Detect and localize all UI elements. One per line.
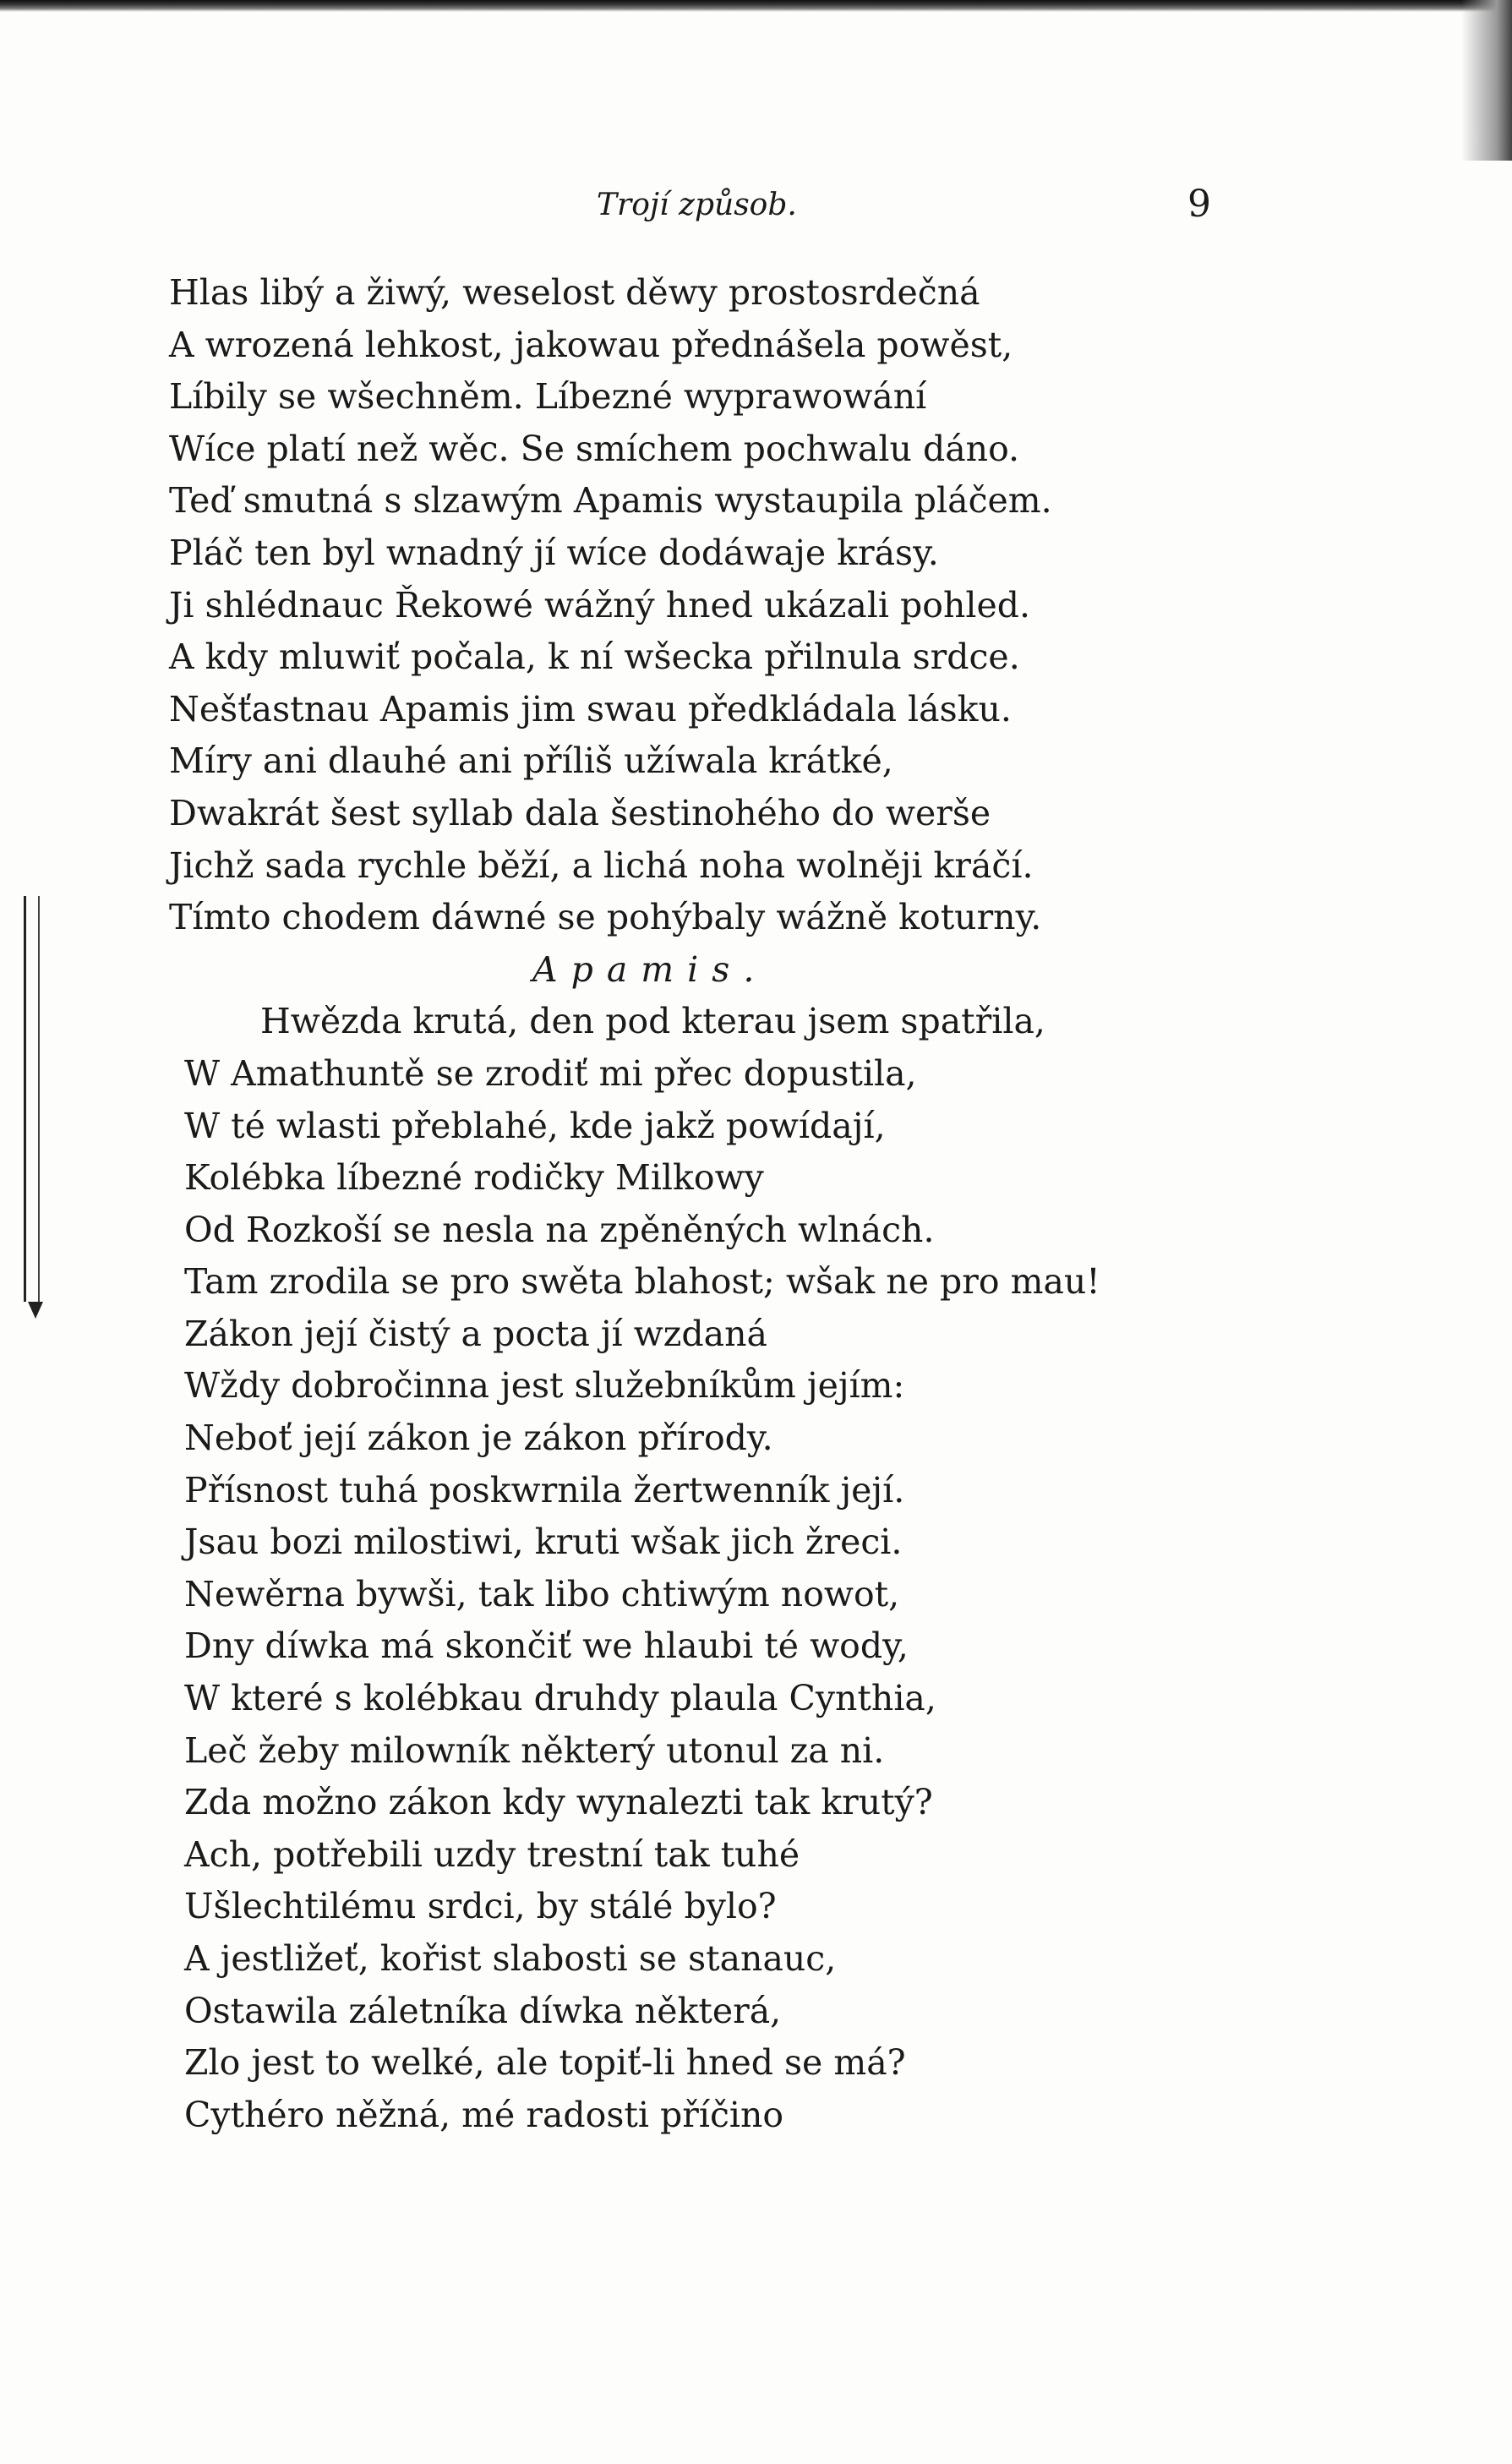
verse-text bbox=[169, 267, 1200, 2141]
verse-line: Hwězda krutá, den pod kterau jsem spatřila, bbox=[260, 1001, 1045, 1042]
running-title: Trojí způsob. bbox=[597, 188, 797, 222]
verse-line: Pláč ten byl wnadný jí wíce dodáwaje krásy. bbox=[169, 532, 939, 573]
verse-line: Ach, potřebili uzdy trestní tak tuhé bbox=[184, 1833, 800, 1875]
verse-line: Wždy dobročinna jest služebníkům jejím: bbox=[184, 1365, 905, 1407]
verse-line: W které s kolébkau druhdy plaula Cynthia, bbox=[184, 1678, 936, 1719]
verse-line: Líbily se wšechněm. Líbezné wyprawowání bbox=[169, 376, 927, 418]
verse-line: Kolébka líbezné rodičky Milkowy bbox=[184, 1157, 764, 1199]
verse-line: A jestližeť, kořist slabosti se stanauc, bbox=[184, 1938, 837, 1979]
scan-corner-shadow bbox=[1461, 0, 1512, 161]
verse-line: W Amathuntě se zrodiť mi přec dopustila, bbox=[184, 1052, 917, 1094]
verse-line: Ostawila záletníka díwka některá, bbox=[184, 1990, 782, 2031]
verse-line: Cythéro něžná, mé radosti příčino bbox=[184, 2094, 784, 2135]
scan-top-edge bbox=[0, 0, 1512, 12]
margin-bracket-mark bbox=[24, 896, 40, 1302]
speaker-heading: Apamis. bbox=[532, 948, 768, 990]
page-number: 9 bbox=[1187, 183, 1211, 226]
verse-line: Wíce platí než wěc. Se smíchem pochwalu dáno. bbox=[169, 428, 1020, 469]
verse-line: Tam zrodila se pro swěta blahost; wšak ne pro mau! bbox=[184, 1261, 1100, 1303]
verse-line: A kdy mluwiť počala, k ní wšecka přilnula srdce. bbox=[169, 636, 1020, 678]
verse-line: Teď smutná s slzawým Apamis wystaupila pláčem. bbox=[169, 480, 1052, 522]
verse-line: Zlo jest to welké, ale topiť-li hned se má? bbox=[184, 2042, 906, 2084]
verse-line: Ji shlédnauc Řekowé wážný hned ukázali pohled. bbox=[169, 584, 1031, 626]
verse-line: Newěrna bywši, tak libo chtiwým nowot, bbox=[184, 1573, 900, 1614]
verse-line: Tímto chodem dáwné se pohýbaly wážně koturny. bbox=[169, 897, 1042, 938]
verse-line: Zákon její čistý a pocta jí wzdaná bbox=[184, 1313, 767, 1354]
verse-line: Od Rozkoší se nesla na zpěněných wlnách. bbox=[184, 1209, 935, 1250]
verse-line: Ušlechtilému srdci, by stálé bylo? bbox=[184, 1886, 777, 1927]
verse-line: Hlas libý a žiwý, weselost děwy prostosrdečná bbox=[169, 272, 980, 313]
verse-line: Zda možno zákon kdy wynalezti tak krutý? bbox=[184, 1782, 933, 1823]
verse-line: Dny díwka má skončiť we hlaubi té wody, bbox=[184, 1625, 909, 1667]
verse-line: Leč žeby milowník některý utonul za ni. bbox=[184, 1729, 885, 1771]
verse-line: Míry ani dlauhé ani příliš užíwala krátké, bbox=[169, 740, 893, 782]
verse-line: Neboť její zákon je zákon přírody. bbox=[184, 1418, 773, 1459]
verse-line: Přísnost tuhá poskwrnila žertwenník její. bbox=[184, 1469, 905, 1511]
verse-line: Nešťastnau Apamis jim swau předkládala lásku. bbox=[169, 688, 1012, 729]
page-header bbox=[0, 183, 1512, 238]
verse-line: Jsau bozi milostiwi, kruti wšak jich žreci. bbox=[184, 1522, 903, 1563]
verse-line: Jichž sada rychle běží, a lichá noha wolněji kráčí. bbox=[169, 844, 1034, 886]
verse-line: Dwakrát šest syllab dala šestinohého do werše bbox=[169, 792, 991, 833]
verse-line: A wrozená lehkost, jakowau přednášela powěst, bbox=[169, 324, 1013, 365]
verse-line: W té wlasti přeblahé, kde jakž powídají, bbox=[184, 1105, 886, 1146]
